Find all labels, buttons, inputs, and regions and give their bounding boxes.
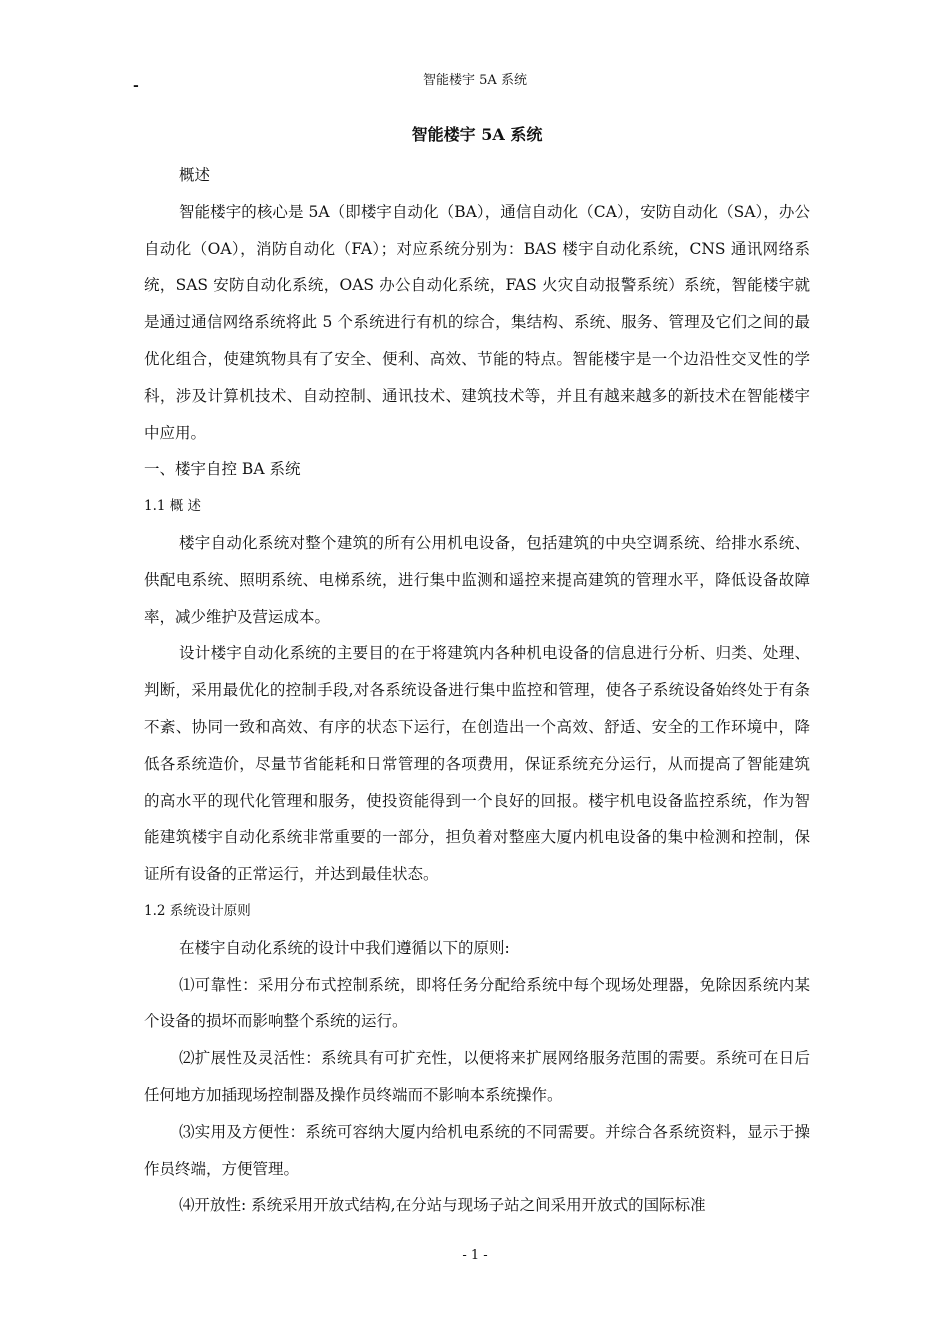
section-heading-ba-system: 一、楼宇自控 BA 系统	[144, 460, 301, 479]
principle-reliability: ⑴可靠性：采用分布式控制系统，即将任务分配给系统中每个现场处理器，免除因系统内某个设备的损坏而影响整个系统的运行。	[144, 975, 810, 1031]
paragraph-ba-overview-2: 设计楼宇自动化系统的主要目的在于将建筑内各种机电设备的信息进行分析、归类、处理、判断，采用最优化的控制手段,对各系统设备进行集中监控和管理，使各子系统设备始终处于有条不紊、协同一致和高效、有序的状态下运行，在创造出一个高效、舒适、安全的工作环境中，降低各系统造价，尽量节省能耗和日常管理的各项费用，保证系统充分运行，从而提高了智能建筑的高水平的现代化管理和服务，使投资能得到一个良好的回报。楼宇机电设备监控系统，作为智能建筑楼宇自动化系统非常重要的一部分，担负着对整座大厦内机电设备的集中检测和控制，保证所有设备的正常运行，并达到最佳状态。	[144, 644, 810, 884]
page-number: - 1 -	[462, 1248, 488, 1263]
document-body	[144, 120, 810, 1224]
principle-openness: ⑷开放性: 系统采用开放式结构,在分站与现场子站之间采用开放式的国际标准	[179, 1196, 706, 1215]
overview-heading: 概述	[179, 166, 211, 184]
subsection-heading-1-1: 1.1 概 述	[144, 498, 202, 515]
corner-mark: -	[133, 78, 139, 94]
principle-practicality: ⑶实用及方便性：系统可容纳大厦内给机电系统的不同需要。并综合各系统资料，显示于操作员终端，方便管理。	[144, 1122, 810, 1178]
paragraph-ba-overview-1: 楼宇自动化系统对整个建筑的所有公用机电设备，包括建筑的中央空调系统、给排水系统、供配电系统、照明系统、电梯系统，进行集中监测和遥控来提高建筑的管理水平，降低设备故障率，减少维护及营运成本。	[144, 533, 810, 626]
principles-intro: 在楼宇自动化系统的设计中我们遵循以下的原则:	[179, 938, 510, 957]
subsection-heading-1-2: 1.2 系统设计原则	[144, 902, 251, 919]
page-header: 智能楼宇 5A 系统	[423, 73, 527, 88]
overview-paragraph: 智能楼宇的核心是 5A（即楼宇自动化（BA），通信自动化（CA），安防自动化（SA），办公自动化（OA），消防自动化（FA）；对应系统分别为：BAS 楼宇自动化系统，CNS 通讯网络系统，SAS 安防自动化系统，OAS 办公自动化系统，FAS 火灾自动报警系统）系统，智能楼宇就是通过通信网络系统将此 5 个系统进行有机的综合，集结构、系统、服务、管理及它们之间的最优化组合，使建筑物具有了安全、便利、高效、节能的特点。智能楼宇是一个边沿性交叉性的学科，涉及计算机技术、自动控制、通讯技术、建筑技术等，并且有越来越多的新技术在智能楼宇中应用。	[144, 202, 810, 442]
principle-extensibility: ⑵扩展性及灵活性：系统具有可扩充性，以便将来扩展网络服务范围的需要。系统可在日后任何地方加插现场控制器及操作员终端而不影响本系统操作。	[144, 1049, 810, 1104]
document-title: 智能楼宇 5A 系统	[411, 125, 543, 144]
